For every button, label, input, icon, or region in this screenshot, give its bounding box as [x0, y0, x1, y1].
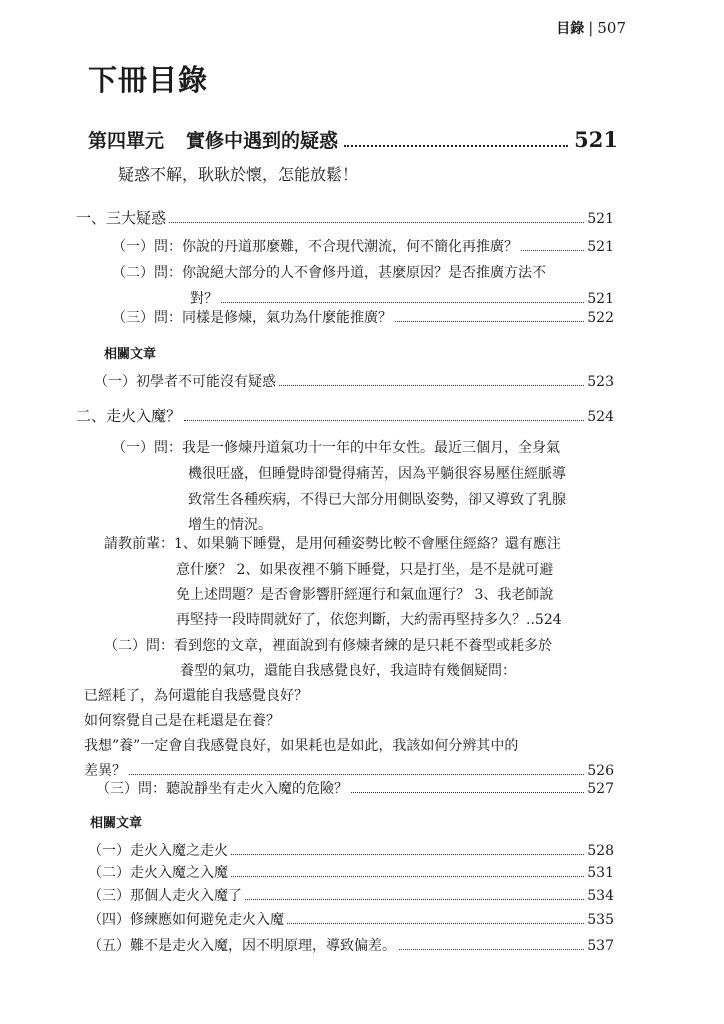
- entry-prefix: 問：: [138, 781, 166, 797]
- entry-page: 537: [587, 938, 614, 954]
- unit-subtitle: 疑惑不解，耿耿於懷，怎能放鬆！: [118, 165, 359, 184]
- entry-text: 聽說靜坐有走火入魔的危險？: [166, 781, 348, 797]
- dot-leader: [351, 792, 584, 793]
- header-separator: |: [588, 19, 594, 37]
- dot-leader: [399, 949, 584, 950]
- entry-marker: （四）: [88, 912, 130, 928]
- dot-leader: [245, 899, 584, 900]
- toc-entry-line[interactable]: [112, 437, 560, 457]
- running-title: 目錄: [556, 21, 585, 37]
- toc-entry[interactable]: [88, 840, 614, 860]
- entry-marker: （一）: [112, 239, 154, 255]
- toc-entry[interactable]: [112, 307, 614, 327]
- entry-page: 521: [587, 291, 614, 307]
- dot-leader: [129, 774, 584, 775]
- entry-page: 522: [587, 310, 614, 326]
- entry-text: 你說絕大部分的人不會修丹道，甚麼原因？是否推廣方法不: [182, 265, 546, 281]
- entry-text: 我是一修煉丹道氣功十一年的中年女性。最近三個月，全身氣: [182, 440, 560, 456]
- entry-text: 我想”養”一定會自我感覺良好，如果耗也是如此，我該如何分辨其中的: [84, 738, 519, 754]
- dot-leader: [395, 321, 584, 322]
- dot-leader: [231, 876, 584, 877]
- entry-prefix: 問：: [154, 239, 182, 255]
- entry-text: 初學者不可能沒有疑惑: [136, 374, 276, 390]
- toc-entry[interactable]: [88, 885, 614, 905]
- toc-section-heading[interactable]: [76, 405, 614, 426]
- section-heading: 一、三大疑惑: [76, 209, 167, 227]
- entry-text: 致常生各種疾病，不得已大部分用側臥姿勢，卻又導致了乳腺: [188, 492, 566, 508]
- entry-marker: （二）: [104, 638, 146, 654]
- toc-section-heading[interactable]: [76, 207, 614, 228]
- volume-title: 下冊目錄: [88, 63, 209, 97]
- unit-title: 實修中遇到的疑惑: [186, 130, 339, 152]
- toc-entry[interactable]: [94, 371, 614, 391]
- related-articles-label: 相關文章: [104, 347, 157, 362]
- toc-entry-line[interactable]: [104, 635, 552, 655]
- entry-text: 你說的丹道那麼難，不合現代潮流，何不簡化再推廣？: [182, 239, 518, 255]
- entry-marker: （一）: [88, 843, 130, 859]
- entry-page: 521: [587, 239, 614, 255]
- dot-leader: [221, 302, 584, 303]
- page-number: 507: [597, 19, 626, 37]
- entry-page: 526: [587, 763, 614, 779]
- entry-prefix: 請教前輩：: [104, 536, 174, 552]
- entry-marker: （二）: [112, 265, 154, 281]
- entry-marker: （二）: [88, 865, 130, 881]
- entry-text: 機很旺盛，但睡覺時卻覺得痛苦，因為平躺很容易壓住經脈導: [188, 466, 566, 482]
- dot-leader: [184, 420, 584, 421]
- unit-page: 521: [574, 127, 618, 152]
- entry-page: 524: [534, 612, 562, 628]
- entry-prefix: 問：: [146, 638, 174, 654]
- dot-leader: [231, 854, 584, 855]
- section-heading: 二、走火入魔？: [76, 407, 182, 425]
- toc-entry[interactable]: [84, 760, 614, 780]
- entry-text: 走火入魔之走火: [130, 843, 228, 859]
- entry-text: 增生的情況。: [188, 517, 272, 533]
- running-header: [556, 18, 626, 38]
- toc-entry[interactable]: [88, 862, 614, 882]
- entry-text: 免上述問題？是否會影響肝經運行和氣血運行？ 3、我老師說: [176, 587, 554, 603]
- related-articles-label: 相關文章: [90, 816, 143, 831]
- toc-entry[interactable]: [88, 909, 614, 929]
- toc-entry[interactable]: [88, 935, 614, 955]
- entry-marker: （五）: [88, 938, 130, 954]
- entry-prefix: 問：: [154, 265, 182, 281]
- entry-text: 看到您的文章，裡面說到有修煉者練的是只耗不養型或耗多於: [174, 638, 552, 654]
- dot-leader: [279, 385, 584, 386]
- entry-prefix: 問：: [154, 440, 182, 456]
- entry-marker: （三）: [96, 781, 138, 797]
- entry-page: 531: [587, 865, 614, 881]
- entry-text: 再堅持一段時間就好了，依您判斷，大約需再堅持多久？..: [176, 612, 535, 628]
- entry-text: 走火入魔之入魔: [130, 865, 228, 881]
- entry-text: 對？: [190, 291, 218, 307]
- unit-label: 第四單元: [88, 130, 165, 152]
- dot-leader: [521, 250, 584, 251]
- entry-page: 534: [587, 888, 614, 904]
- dot-leader: [344, 145, 568, 147]
- entry-page: 535: [587, 912, 614, 928]
- entry-text: 如何察覺自己是在耗還是在養？: [84, 713, 280, 729]
- toc-entry[interactable]: [96, 778, 614, 798]
- entry-text: 意什麼？ 2、如果夜裡不躺下睡覺，只是打坐，是不是就可避: [176, 562, 554, 578]
- entry-marker: （三）: [112, 310, 154, 326]
- entry-prefix: 問：: [154, 310, 182, 326]
- dot-leader: [169, 222, 584, 223]
- toc-entry-line[interactable]: [176, 609, 562, 629]
- entry-page: 527: [587, 781, 614, 797]
- entry-marker: （三）: [88, 888, 130, 904]
- entry-page: 521: [587, 211, 614, 227]
- entry-page: 528: [587, 843, 614, 859]
- dot-leader: [287, 923, 584, 924]
- entry-text: 那個人走火入魔了: [130, 888, 242, 904]
- toc-entry-line[interactable]: [104, 533, 561, 553]
- entry-text: 已經耗了，為何還能自我感覺良好？: [84, 688, 308, 704]
- entry-text: 差異？: [84, 763, 126, 779]
- entry-marker: （一）: [112, 440, 154, 456]
- toc-entry-line[interactable]: [112, 262, 546, 282]
- entry-page: 524: [587, 409, 614, 425]
- entry-text: 修練應如何避免走火入魔: [130, 912, 284, 928]
- entry-text: 養型的氣功，還能自我感覺良好，我這時有幾個疑問：: [180, 663, 516, 679]
- unit-heading[interactable]: [88, 126, 618, 153]
- entry-page: 523: [587, 374, 614, 390]
- entry-text: 同樣是修煉，氣功為什麼能推廣？: [182, 310, 392, 326]
- toc-entry[interactable]: [190, 288, 614, 308]
- entry-text: 難不是走火入魔，因不明原理，導致偏差。: [130, 938, 396, 954]
- entry-marker: （一）: [94, 374, 136, 390]
- entry-text: 1、如果躺下睡覺，是用何種姿勢比較不會壓住經絡？還有應注: [174, 536, 561, 552]
- toc-entry[interactable]: [112, 236, 614, 256]
